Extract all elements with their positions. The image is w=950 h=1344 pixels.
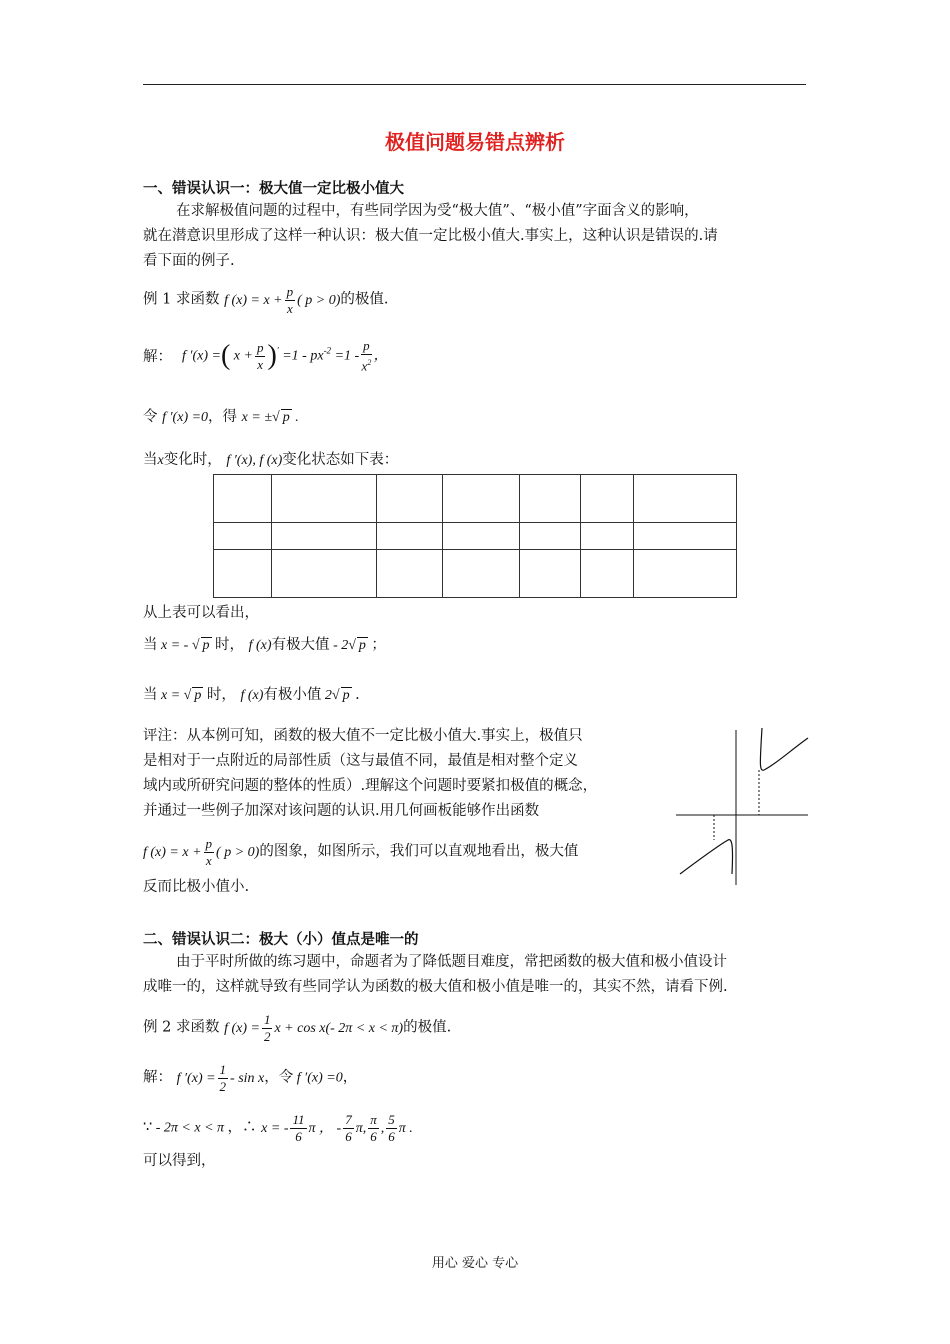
function-graph — [676, 722, 816, 887]
solution2-last: 可以得到， — [143, 1153, 216, 1169]
header-cell — [634, 475, 737, 523]
table-intro-line: 当x变化时， f ′(x), f (x)变化状态如下表： — [143, 452, 399, 468]
function-cell — [377, 550, 443, 598]
section2-para-line2: 成唯一的，这样就导致有些同学认为函数的极大值和极小值是唯一的，其实不然，请看下例. — [143, 979, 728, 995]
function-cell — [520, 550, 581, 598]
critical-points-line — [143, 405, 299, 430]
function-cell — [272, 550, 377, 598]
table-intro-tail: 变化状态如下表： — [282, 452, 399, 468]
max-when: 当 — [143, 637, 158, 653]
page-title: 极值问题易错点辨析 — [385, 130, 565, 154]
comment-line1: 评注：从本例可知，函数的极大值不一定比极小值大.事实上，极值只 — [143, 728, 583, 744]
solution2-label: 解： — [143, 1069, 172, 1086]
section2-heading: 二、错误认识二：极大（小）值点是唯一的 — [143, 932, 419, 948]
function-cell — [443, 550, 520, 598]
example1-line — [143, 284, 389, 317]
derivative-cell — [634, 523, 737, 550]
right-branch — [760, 728, 808, 770]
header-rule — [143, 84, 806, 85]
derivative-cell — [581, 523, 634, 550]
comment-line4: 并通过一些例子加深对该问题的认识.用几何画板能够作出函数 — [143, 803, 540, 819]
header-cell — [520, 475, 581, 523]
max-has: 有极大值 — [271, 637, 330, 653]
after-table-text: 从上表可以看出， — [143, 605, 259, 621]
row-label-x — [214, 475, 272, 523]
derivative-cell — [520, 523, 581, 550]
section1-para-line3: 看下面的例子. — [143, 253, 235, 269]
section1-para-line2: 就在潜意识里形成了这样一种认识：极大值一定比极小值大.事实上，这种认识是错误的.请 — [143, 228, 718, 244]
header-cell — [272, 475, 377, 523]
solution2-mid: ，令 — [264, 1069, 294, 1086]
therefore-symbol: ，∴ — [227, 1119, 257, 1136]
example2-label: 例 2 求函数 — [143, 1019, 220, 1036]
row-label-function — [214, 550, 272, 598]
table-intro: 变化时， — [163, 452, 222, 468]
roots-formula: x = ±√ p . — [241, 410, 299, 425]
max-end: ； — [371, 637, 386, 653]
min-end: . — [355, 687, 360, 703]
example1-formula: f (x) = x + $\frac{p}{x}$ ( p > 0) — [224, 284, 341, 316]
comment-last: 反而比极小值小. — [143, 879, 250, 895]
solution1-label: 解： — [143, 349, 172, 365]
min-has: 有极小值 — [263, 687, 322, 703]
example1-label: 例 1 求函数 — [143, 291, 220, 308]
section1-para-line1: 在求解极值问题的过程中，有些同学因为受“极大值”、“极小值”字面含义的影响， — [176, 203, 699, 219]
page-footer: 用心 爱心 专心 — [431, 1256, 519, 1271]
derivative-cell — [272, 523, 377, 550]
max-line: 当 x = - √ p 时， f (x)有极大值 - 2√ p ； — [143, 637, 386, 653]
derivative-formula: f ′(x) =( x + $\frac{p}{x}$ )$' =1 - px^{-2} =1$ - $\frac{p}{x^2}$ ， — [182, 338, 388, 374]
min-when: 当 — [143, 687, 158, 703]
header-cell — [377, 475, 443, 523]
example1-tail: 的极值. — [340, 291, 389, 308]
example2-tail: 的极值. — [403, 1019, 452, 1036]
function-cell — [634, 550, 737, 598]
variation-table — [213, 474, 737, 598]
let-label: 令 — [143, 409, 158, 425]
section2-para-line1: 由于平时所做的练习题中，命题者为了降低题目难度，常把函数的极大值和极小值设计 — [176, 954, 727, 970]
comment-tail: 的图象，如图所示，我们可以直观地看出，极大值 — [259, 843, 579, 860]
let-formula: f ′(x) =0 — [162, 410, 209, 425]
solution2-roots: ∵ - 2π < x < π ，∴ x = - $\frac{11}{6}$ π ， - $\frac{7}{6}$ π, $\frac{\pi}{6}$ , $\frac{5}{6}$ π . — [143, 1112, 413, 1144]
function-cell — [581, 550, 634, 598]
comment-line5: f (x) = x + $\frac{p}{x}$ ( p > 0)的图象，如图所示，我们可以直观地看出，极大值 — [143, 836, 579, 868]
header-cell — [443, 475, 520, 523]
comment-line3: 域内或所研究问题的整体的性质）.理解这个问题时要紧扣极值的概念， — [143, 778, 598, 794]
because-symbol: ∵ — [143, 1119, 153, 1136]
header-cell — [581, 475, 634, 523]
example2-line: 例 2 求函数 f (x) = $\frac{1}{2}$ x + cos x(- 2π < x < π)的极值. — [143, 1012, 452, 1044]
when-label: 当 — [143, 452, 158, 468]
get-label: ，得 — [208, 409, 238, 425]
comment-line2: 是相对于一点附近的局部性质（这与最值不同，最值是相对整个定义 — [143, 753, 578, 769]
derivative-cell — [443, 523, 520, 550]
min-time: 时， — [206, 687, 236, 703]
solution2-line: 解： f ′(x) = $\frac{1}{2}$ - sin x，令 f ′(x) =0， — [143, 1062, 358, 1094]
min-line: 当 x = √ p 时， f (x)有极小值 2√ p . — [143, 687, 360, 703]
section1-heading: 一、错误认识一：极大值一定比极小值大 — [143, 181, 404, 197]
left-branch — [680, 840, 733, 874]
row-label-derivative — [214, 523, 272, 550]
derivative-cell — [377, 523, 443, 550]
max-time: 时， — [215, 637, 245, 653]
